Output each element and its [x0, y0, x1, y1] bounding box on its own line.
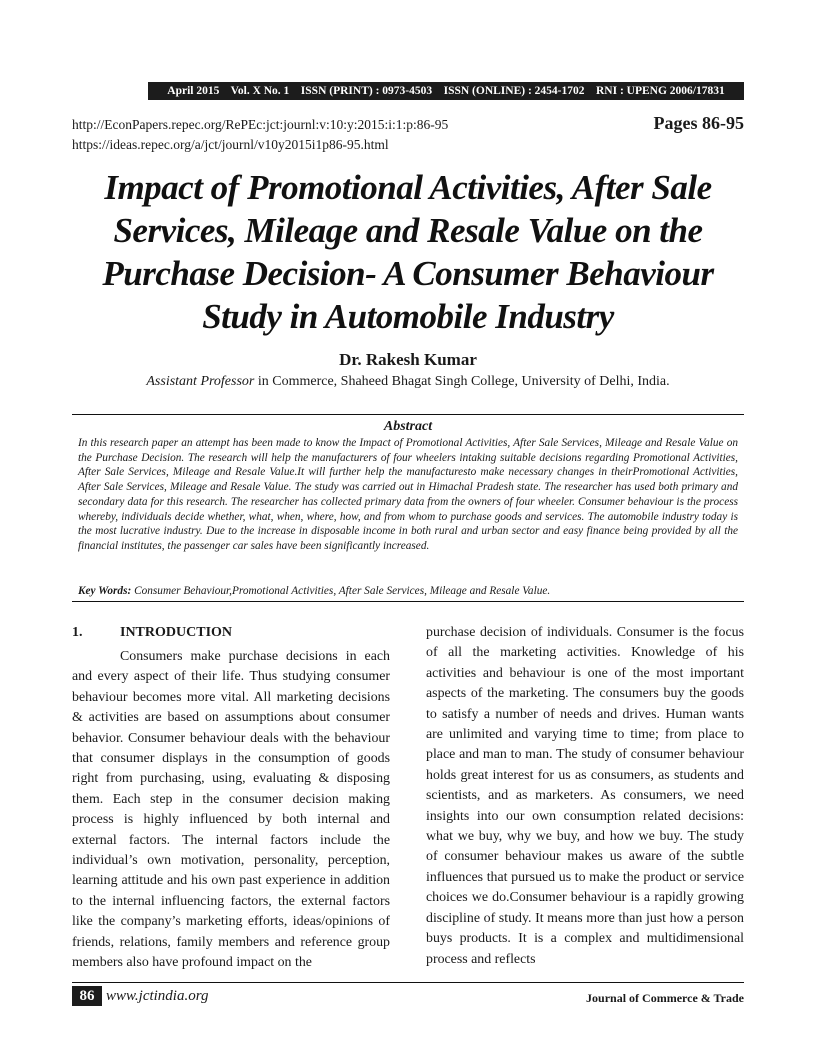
footer-website[interactable]: www.jctindia.org	[106, 988, 209, 1004]
keywords-label: Key Words:	[78, 585, 132, 597]
intro-paragraph-right: purchase decision of individuals. Consumer is the focus of all the marketing activities. Knowledge of his activities and behaviour is one of the most important aspects of the marketing. The consumers buy the goods to satisfy a number of needs and drives. Human wants are unlimited and varying time to time; from place to place and man to man. The study of consumer behaviour holds great interest for us as consumers, as students and scientists, and as marketers. As consumers, we need insights into our own consumption related decisions: what we buy, why we buy, and how we buy. The study of consumer behaviour makes us aware of the subtle influences that pursued us to make the product or service choices we do.Consumer behaviour is a rapidly growing discipline of study. It means more than just how a person buys products. It is a complex and multidimensional process and reflects	[426, 625, 744, 967]
author-affiliation	[0, 374, 816, 390]
url-block	[72, 115, 448, 155]
keywords	[78, 584, 738, 598]
paper-title: Impact of Promotional Activities, After Sale Services, Mileage and Resale Value on the Purchase Decision- A Consumer Behaviour Study in Automobile Industry	[102, 168, 714, 336]
affiliation-details: in Commerce, Shaheed Bhagat Singh College, University of Delhi, India.	[254, 374, 670, 389]
author-name: Dr. Rakesh Kumar	[339, 350, 477, 369]
footer-rule	[72, 982, 744, 983]
keywords-text: Consumer Behaviour,Promotional Activities, After Sale Services, Mileage and Resale Value.	[131, 585, 551, 597]
right-column	[426, 623, 744, 970]
section-heading	[72, 623, 390, 643]
abstract-bottom-rule	[72, 601, 744, 602]
affiliation-role: Assistant Professor	[146, 374, 255, 389]
issue-meta-text: April 2015 Vol. X No. 1 ISSN (PRINT) : 0973-4503 ISSN (ONLINE) : 2454-1702 RNI : UPENG 2006/17831	[167, 85, 725, 97]
page-range: Pages 86-95	[653, 113, 744, 133]
abstract-text: In this research paper an attempt has been made to know the Impact of Promotional Activities, After Sale Services, Mileage and Resale Value on the Purchase Decision. The research will help the manufacturers of four wheelers intaking suitable decisions regarding Promotional Activities, After Sale Services, Mileage and Resale Value.It will further help the manufacturesto make necessary changes in theirPromotional Activities, After Sale Services, Mileage and Resale Value. The study was carried out in Himachal Pradesh state. The researcher has used both primary and secondary data for this research. The researcher has collected primary data from the owners of four wheeler. Consumer behaviour is the process whereby, individuals decide whether, what, when, where, how, and from whom to purchase goods and services. The automobile industry today is the most lucrative industry. Due to the increase in disposable income in both rural and urban sector and easy finance being provided by all the financial institutes, the passenger car sales have been significantly increased.	[78, 437, 738, 552]
econpapers-link[interactable]: http://EconPapers.repec.org/RePEc:jct:journl:v:10:y:2015:i:1:p:86-95	[72, 117, 449, 132]
intro-paragraph-left: Consumers make purchase decisions in each and every aspect of their life. Thus studying consumer behaviour becomes more vital. All marketing decisions & activities are based on assumptions about consumer behavior. Consumer behaviour deals with the behaviour that consumer displays in the consumption of goods right from purchasing, using, evaluating & disposing them. Each step in the consumer decision making process is highly influenced by both internal and external factors. The internal factors include the individual’s own motivation, personality, perception, learning attitude and his own past experience in addition to the internal influencing factors, the external factors like the company’s marketing efforts, ideas/opinions of friends, relations, family members and reference group members also have profound impact on the	[72, 649, 390, 971]
footer-journal-name: Journal of Commerce & Trade	[586, 991, 744, 1005]
left-column	[72, 623, 390, 974]
abstract-top-rule	[72, 414, 744, 415]
issue-meta-bar	[148, 82, 744, 100]
ideas-repec-link[interactable]: https://ideas.repec.org/a/jct/journl/v10y2015i1p86-95.html	[72, 137, 389, 152]
abstract-heading: Abstract	[383, 419, 433, 434]
section-number: 1.	[72, 625, 83, 640]
section-title: INTRODUCTION	[120, 625, 233, 640]
page-number: 86	[72, 986, 102, 1006]
